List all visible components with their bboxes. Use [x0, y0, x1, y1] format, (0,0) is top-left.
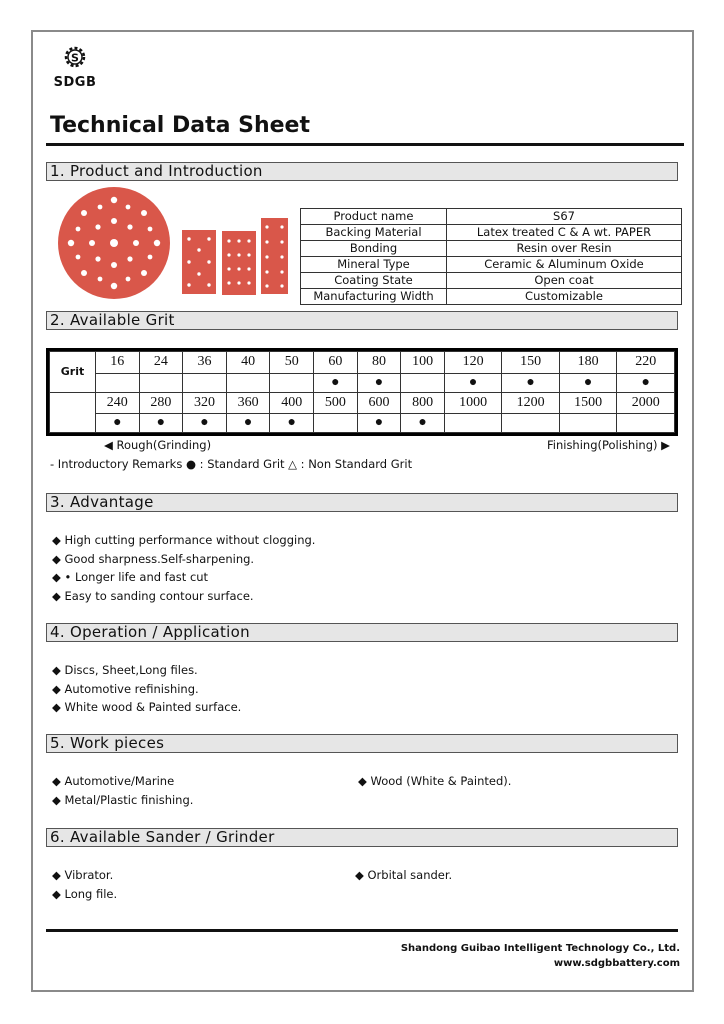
- spec-value: S67: [447, 209, 682, 225]
- grit-standard-mark: [444, 414, 502, 433]
- list-item: ◆ Vibrator.: [52, 868, 114, 882]
- sanding-strip-image: [222, 231, 256, 295]
- grit-value-cell: 320: [183, 392, 227, 414]
- section-header-workpieces: 5. Work pieces: [46, 734, 678, 753]
- grit-standard-mark: ●: [357, 414, 401, 433]
- grit-row-values-2: [50, 392, 675, 414]
- grit-standard-mark: [139, 373, 183, 392]
- spec-row: [301, 241, 682, 257]
- grit-value-cell: 16: [96, 352, 140, 374]
- grit-remarks: - Introductory Remarks ● : Standard Grit △ : Non Standard Grit: [50, 457, 413, 471]
- grit-standard-mark: ●: [357, 373, 401, 392]
- grit-value-cell: 600: [357, 392, 401, 414]
- spec-row: [301, 289, 682, 305]
- workpieces-list-left: [52, 772, 193, 809]
- spec-value: Latex treated C & A wt. PAPER: [447, 225, 682, 241]
- grit-standard-mark: [502, 414, 560, 433]
- grit-row-values-1: [50, 352, 675, 374]
- grit-standard-mark: ●: [270, 414, 314, 433]
- grit-value-cell: 120: [444, 352, 502, 374]
- spec-row: [301, 209, 682, 225]
- spec-key: Mineral Type: [301, 257, 447, 273]
- grit-value-cell: 1200: [502, 392, 560, 414]
- advantage-list: [52, 531, 315, 605]
- logo-text: SDGB: [53, 75, 97, 90]
- grit-standard-mark: ●: [559, 373, 617, 392]
- grit-standard-mark: ●: [183, 414, 227, 433]
- grit-value-cell: 60: [314, 352, 358, 374]
- section-header-sander: 6. Available Sander / Grinder: [46, 828, 678, 847]
- list-item: ◆ Good sharpness.Self-sharpening.: [52, 551, 255, 566]
- grit-value-cell: 180: [559, 352, 617, 374]
- grit-standard-mark: ●: [226, 414, 270, 433]
- grit-value-cell: 36: [183, 352, 227, 374]
- grit-value-cell: 50: [270, 352, 314, 374]
- list-item: ◆ Discs, Sheet,Long files.: [52, 663, 198, 677]
- section-header-product: 1. Product and Introduction: [46, 162, 678, 181]
- grit-value-cell: 100: [401, 352, 445, 374]
- sanding-disc-image: [58, 187, 170, 299]
- operation-list: [52, 661, 241, 717]
- grit-standard-mark: ●: [139, 414, 183, 433]
- list-item: ◆ Wood (White & Painted).: [358, 774, 512, 788]
- page-title: Technical Data Sheet: [50, 113, 310, 138]
- grit-value-cell: 800: [401, 392, 445, 414]
- grit-standard-mark: [96, 373, 140, 392]
- section-header-grit: 2. Available Grit: [46, 311, 678, 330]
- spec-row: [301, 257, 682, 273]
- grit-value-cell: 40: [226, 352, 270, 374]
- footer: [401, 941, 680, 971]
- grit-standard-mark: ●: [444, 373, 502, 392]
- grit-standard-mark: ●: [617, 373, 675, 392]
- grit-value-cell: 1500: [559, 392, 617, 414]
- rough-grinding-label: ◀ Rough(Grinding): [104, 438, 212, 452]
- grit-table-frame: [46, 348, 678, 436]
- grit-standard-mark: [183, 373, 227, 392]
- grit-standard-mark: [559, 414, 617, 433]
- spec-key: Manufacturing Width: [301, 289, 447, 305]
- finishing-polishing-label: Finishing(Polishing) ▶: [546, 438, 670, 452]
- spec-value: Customizable: [447, 289, 682, 305]
- grit-value-cell: 80: [357, 352, 401, 374]
- list-item: ◆ • Longer life and fast cut: [52, 570, 209, 584]
- grit-standard-mark: ●: [401, 414, 445, 433]
- spec-key: Bonding: [301, 241, 447, 257]
- product-illustration: [58, 187, 294, 299]
- grit-standard-mark: [226, 373, 270, 392]
- grit-label: Grit: [50, 352, 96, 393]
- sanding-sheet-image: [182, 230, 216, 294]
- spec-row: [301, 273, 682, 289]
- list-item: ◆ Metal/Plastic finishing.: [52, 792, 194, 807]
- grit-standard-mark: ●: [314, 373, 358, 392]
- gear-logo-icon: [62, 44, 88, 70]
- list-item: ◆ High cutting performance without clogging.: [52, 533, 316, 547]
- list-item: ◆ Easy to sanding contour surface.: [52, 588, 254, 603]
- grit-value-cell: 280: [139, 392, 183, 414]
- list-item: ◆ Long file.: [52, 886, 118, 901]
- list-item: ◆ Orbital sander.: [355, 868, 453, 882]
- list-item: ◆ White wood & Painted surface.: [52, 700, 242, 714]
- grit-standard-mark: ●: [96, 414, 140, 433]
- workpieces-list-right: [358, 772, 511, 791]
- spec-value: Resin over Resin: [447, 241, 682, 257]
- grit-value-cell: 240: [96, 392, 140, 414]
- company-website: www.sdgbbattery.com: [553, 958, 680, 969]
- grit-value-cell: 360: [226, 392, 270, 414]
- company-name: Shandong Guibao Intelligent Technology Co., Ltd.: [400, 943, 680, 954]
- footer-divider: [46, 929, 678, 932]
- grit-standard-mark: [401, 373, 445, 392]
- title-divider: [46, 143, 684, 146]
- long-file-image: [261, 218, 288, 294]
- spec-value: Open coat: [447, 273, 682, 289]
- logo-letter: S: [71, 51, 79, 65]
- list-item: ◆ Automotive refinishing.: [52, 681, 199, 696]
- sander-list-right: [355, 866, 452, 885]
- spec-row: [301, 225, 682, 241]
- section-header-operation: 4. Operation / Application: [46, 623, 678, 642]
- grit-standard-mark: [617, 414, 675, 433]
- grit-table: [49, 351, 675, 433]
- grit-value-cell: 500: [314, 392, 358, 414]
- list-item: ◆ Automotive/Marine: [52, 774, 175, 788]
- sander-list-left: [52, 866, 117, 903]
- grit-value-cell: 24: [139, 352, 183, 374]
- grit-standard-mark: [270, 373, 314, 392]
- grit-row-dots-1: [50, 373, 675, 392]
- section-header-advantage: 3. Advantage: [46, 493, 678, 512]
- grit-standard-mark: ●: [502, 373, 560, 392]
- grit-value-cell: 2000: [617, 392, 675, 414]
- product-spec-table: [300, 208, 682, 305]
- company-logo: [50, 44, 100, 90]
- spec-value: Ceramic & Aluminum Oxide: [447, 257, 682, 273]
- spec-key: Product name: [301, 209, 447, 225]
- grit-standard-mark: [314, 414, 358, 433]
- spec-key: Coating State: [301, 273, 447, 289]
- grit-value-cell: 400: [270, 392, 314, 414]
- grit-value-cell: 220: [617, 352, 675, 374]
- spec-key: Backing Material: [301, 225, 447, 241]
- grit-value-cell: 150: [502, 352, 560, 374]
- grit-value-cell: 1000: [444, 392, 502, 414]
- grit-row-dots-2: [50, 414, 675, 433]
